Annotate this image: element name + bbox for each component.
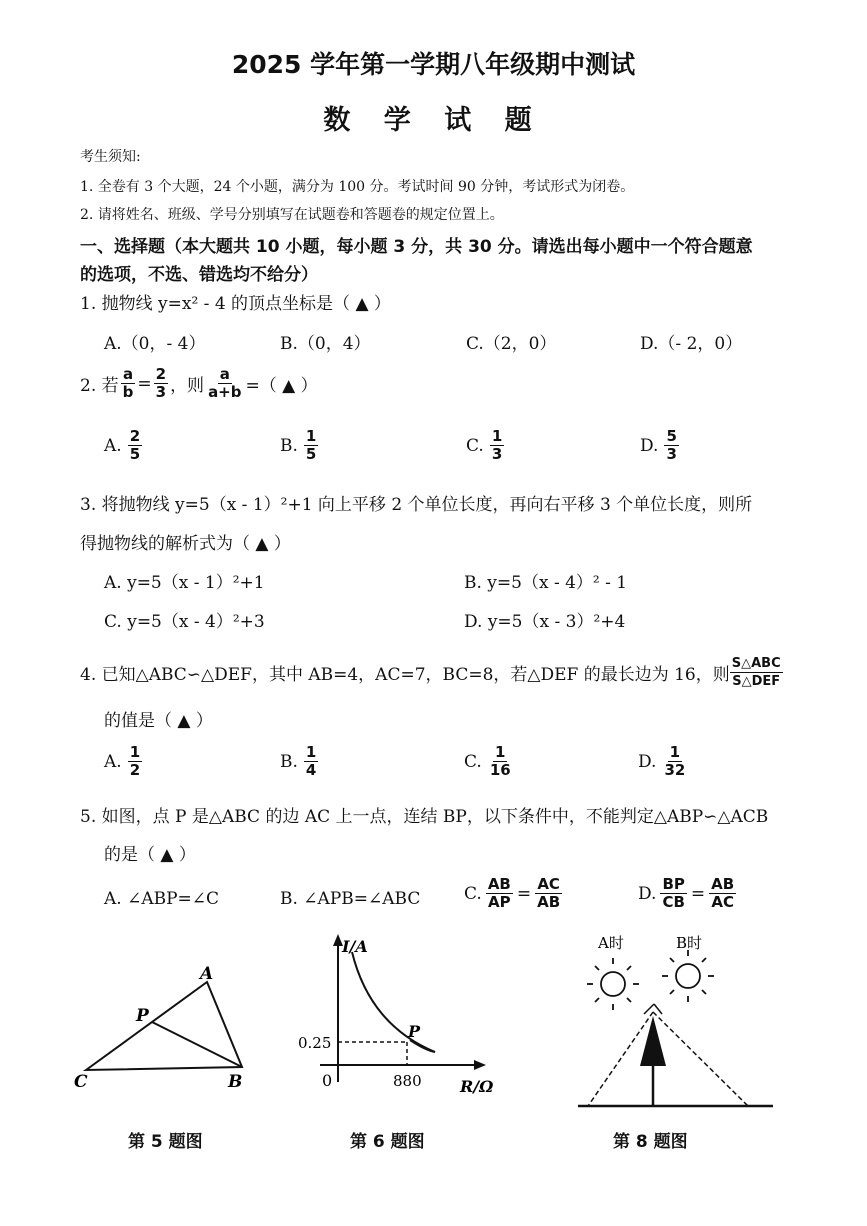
q4-option-d-fraction [662, 744, 687, 779]
x-axis-arrow [474, 1060, 486, 1070]
q2-given-num: a [122, 365, 134, 383]
q4-option-d-label: D. [638, 751, 657, 772]
q4-option-c-num: 1 [495, 743, 506, 761]
q1-option-a: A.（0，- 4） [104, 334, 206, 354]
q2-stem [80, 366, 318, 401]
point-p-label: P [408, 1022, 421, 1041]
q3-option-a: A. y=5（x - 1）²+1 [104, 573, 265, 593]
q2-ask-den: a+b [208, 383, 242, 401]
q2-ratio-den: 3 [155, 383, 167, 401]
q5-option-d-frac1 [660, 876, 686, 911]
q3-option-b: B. y=5（x - 4）² - 1 [464, 573, 628, 593]
figure-5-caption: 第 5 题图 [128, 1132, 203, 1152]
q4-option-b-num: 1 [305, 743, 317, 761]
q2-ratio-num: 2 [155, 365, 167, 383]
q2-ask-fraction [206, 366, 243, 401]
q4-option-c-den: 16 [489, 761, 511, 779]
q4-option-b-fraction [304, 744, 318, 779]
q4-option-a-label: A. [104, 751, 122, 772]
q2-option-c-den: 3 [491, 445, 503, 463]
q1-option-b: B.（0，4） [280, 334, 371, 354]
tree-icon [640, 1016, 666, 1066]
q1-stem: 1. 抛物线 y=x² - 4 的顶点坐标是（ ▲ ） [80, 294, 391, 314]
q2-option-d-fraction [664, 428, 678, 463]
q5-option-d [638, 876, 736, 911]
sun-a-label: A时 [598, 934, 624, 952]
q2-option-a-label: A. [104, 435, 122, 456]
q2-option-b-label: B. [280, 435, 298, 456]
x-axis-label: R/Ω [460, 1077, 494, 1096]
q5-option-c-label: C. [464, 883, 482, 904]
q2-option-d-den: 3 [666, 445, 677, 463]
sun-b-label: B时 [676, 934, 703, 952]
q5-option-c-d2: AB [537, 893, 561, 911]
q4-text: 4. 已知△ABC∽△DEF，其中 AB=4，AC=7，BC=8，若△DEF 的最长边为 16，则 [80, 665, 730, 685]
q5-option-c-n2: AC [537, 875, 560, 893]
q2-given-den: b [122, 383, 134, 401]
q5-option-d-n1: BP [662, 875, 685, 893]
q5-option-c-frac1 [486, 876, 513, 911]
q4-area-den: S△DEF [732, 674, 781, 689]
q2-option-c-label: C. [466, 435, 484, 456]
exam-title: 2025 学年第一学期八年级期中测试 [231, 50, 636, 79]
q2-option-a [104, 428, 142, 463]
q3-stem-line1: 3. 将抛物线 y=5（x - 1）²+1 向上平移 2 个单位长度，再向右平移 3 个单位长度，则所 [80, 495, 753, 515]
q4-option-a-fraction [128, 744, 142, 779]
triangle-abc [86, 982, 242, 1070]
q2-given-fraction [121, 366, 136, 401]
q3-option-c: C. y=5（x - 4）²+3 [104, 612, 265, 632]
q5-option-c-d1: AP [488, 893, 511, 911]
q2-prefix: 2. 若 [80, 376, 119, 396]
q2-ratio-fraction [154, 366, 168, 401]
segment-bp [152, 1022, 242, 1067]
q3-option-d: D. y=5（x - 3）²+4 [464, 612, 626, 632]
notice-item-1: 1. 全卷有 3 个大题，24 个小题，满分为 100 分。考试时间 90 分钟，考试形式为闭卷。 [80, 179, 635, 195]
q2-suffix: =（ ▲ ） [245, 376, 318, 396]
inverse-curve [352, 952, 435, 1052]
x-tick-label: 880 [393, 1072, 422, 1090]
ray-tip-right [654, 1004, 662, 1014]
q4-area-ratio [730, 655, 783, 690]
q2-option-c [466, 428, 504, 463]
figure-6-graph [290, 930, 500, 1100]
shadow-ray-right [653, 1012, 748, 1106]
origin-label: 0 [322, 1071, 333, 1090]
label-p: P [136, 1006, 149, 1026]
figure-6-caption: 第 6 题图 [350, 1132, 425, 1152]
q2-option-b [280, 428, 318, 463]
q1-option-c: C.（2，0） [466, 334, 557, 354]
q1-option-d: D.（- 2，0） [640, 334, 743, 354]
q5-option-c-frac2 [535, 876, 562, 911]
figure-8-caption: 第 8 题图 [613, 1132, 688, 1152]
q3-stem-line2: 得抛物线的解析式为（ ▲ ） [80, 534, 291, 554]
notice-heading: 考生须知: [80, 149, 141, 165]
q5-option-d-eq: = [690, 883, 706, 904]
q4-option-c-fraction [488, 744, 513, 779]
q5-option-a: A. ∠ABP=∠C [104, 889, 220, 909]
subject-title: 数 学 试 题 [323, 105, 544, 136]
section-heading-line1: 一、选择题（本大题共 10 小题，每小题 3 分，共 30 分。请选出每小题中一个符合题意 [80, 237, 753, 257]
label-b: B [228, 1072, 243, 1092]
q4-option-d-num: 1 [669, 743, 681, 761]
y-axis-label: I/A [342, 937, 368, 956]
q2-option-d-num: 5 [666, 427, 677, 445]
q5-option-d-d1: CB [662, 893, 685, 911]
q4-stem-line1 [80, 655, 783, 690]
q4-option-a-den: 2 [129, 761, 141, 779]
q4-option-d [638, 744, 687, 779]
q4-option-a [104, 744, 142, 779]
q2-option-b-fraction [304, 428, 318, 463]
figure-8-shadows [568, 930, 788, 1115]
q5-option-c-n1: AB [487, 875, 511, 893]
sun-a-icon [587, 958, 639, 1010]
y-tick-label: 0.25 [298, 1034, 332, 1052]
label-c: C [74, 1072, 88, 1092]
q2-option-b-num: 1 [305, 427, 317, 445]
q5-stem-line1: 5. 如图，点 P 是△ABC 的边 AC 上一点，连结 BP，以下条件中，不能判定△ABP∽△ACB [80, 807, 769, 827]
q5-option-c [464, 876, 562, 911]
q2-eq: = [137, 373, 152, 394]
q4-option-b-den: 4 [305, 761, 317, 779]
q4-option-b [280, 744, 318, 779]
q5-option-d-d2: AC [711, 893, 734, 911]
q2-ask-num: a [219, 365, 230, 383]
q2-option-c-fraction [490, 428, 504, 463]
q4-area-num: S△ABC [731, 656, 781, 671]
q5-option-d-label: D. [638, 883, 657, 904]
q4-option-c [464, 744, 513, 779]
q5-option-b: B. ∠APB=∠ABC [280, 889, 421, 909]
notice-item-2: 2. 请将姓名、班级、学号分别填写在试题卷和答题卷的规定位置上。 [80, 207, 504, 223]
label-a: A [200, 964, 214, 984]
q4-option-d-den: 32 [664, 761, 686, 779]
sun-b-icon [662, 950, 714, 1002]
q2-option-a-fraction [128, 428, 142, 463]
q5-option-d-frac2 [709, 876, 736, 911]
q5-option-d-n2: AB [711, 875, 735, 893]
q2-option-d [640, 428, 679, 463]
q2-option-a-num: 2 [129, 427, 141, 445]
q5-option-c-eq: = [516, 883, 532, 904]
q2-mid: ，则 [170, 376, 205, 396]
q5-stem-line2: 的是（ ▲ ） [104, 845, 196, 865]
figure-5-triangle [60, 955, 270, 1095]
q2-option-d-label: D. [640, 435, 659, 456]
q2-option-c-num: 1 [491, 427, 503, 445]
q2-option-a-den: 5 [129, 445, 141, 463]
q4-option-c-label: C. [464, 751, 482, 772]
section-heading-line2: 的选项，不选、错选均不给分） [80, 265, 318, 285]
q2-option-b-den: 5 [305, 445, 317, 463]
q4-option-a-num: 1 [129, 743, 141, 761]
q4-stem-line2: 的值是（ ▲ ） [104, 711, 213, 731]
q4-option-b-label: B. [280, 751, 298, 772]
